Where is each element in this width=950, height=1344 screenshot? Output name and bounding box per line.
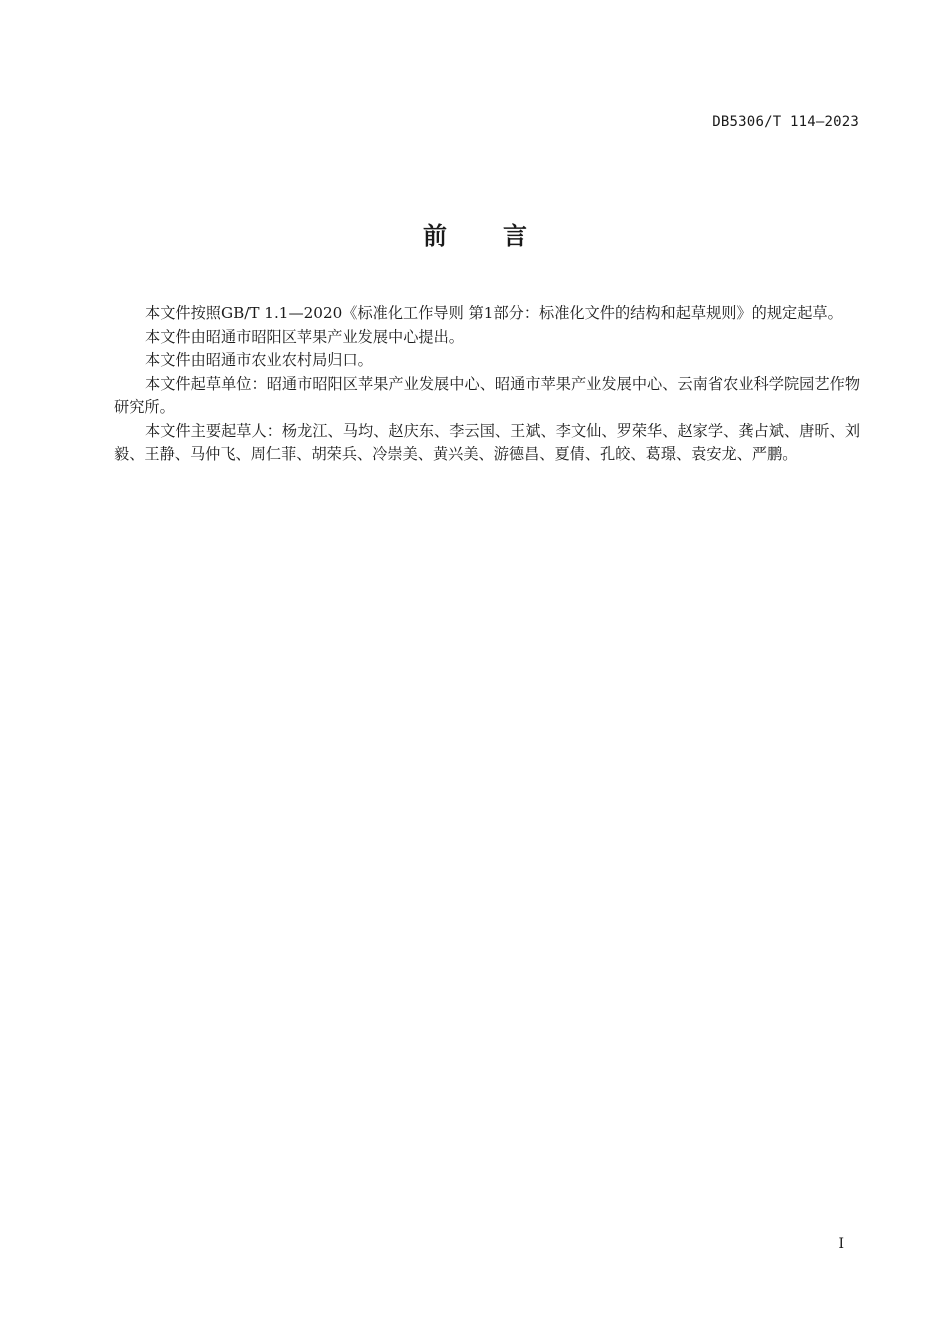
standard-code: DB5306/T 114—2023 xyxy=(712,114,859,130)
paragraph-administrator: 本文件由昭通市农业农村局归口。 xyxy=(145,351,373,369)
page-number: I xyxy=(838,1236,844,1252)
paragraph-drafters: 本文件主要起草人：杨龙江、马均、赵庆东、李云国、王斌、李文仙、罗荣华、赵家学、龚占斌、唐昕、刘毅、王静、马仲飞、周仁菲、胡荣兵、冷崇美、黄兴美、游德昌、夏倩、孔皎、葛璟、袁安龙、严鹏。 xyxy=(114,421,860,463)
paragraph-drafting-rules: 本文件按照GB/T 1.1—2020《标准化工作导则 第1部分：标准化文件的结构和起草规则》的规定起草。 xyxy=(145,304,843,322)
paragraph-drafting-units: 本文件起草单位：昭通市昭阳区苹果产业发展中心、昭通市苹果产业发展中心、云南省农业科学院园艺作物研究所。 xyxy=(114,374,860,416)
paragraph-proposer: 本文件由昭通市昭阳区苹果产业发展中心提出。 xyxy=(145,327,464,346)
page-title: 前言 xyxy=(423,221,583,250)
foreword-body xyxy=(114,302,860,467)
